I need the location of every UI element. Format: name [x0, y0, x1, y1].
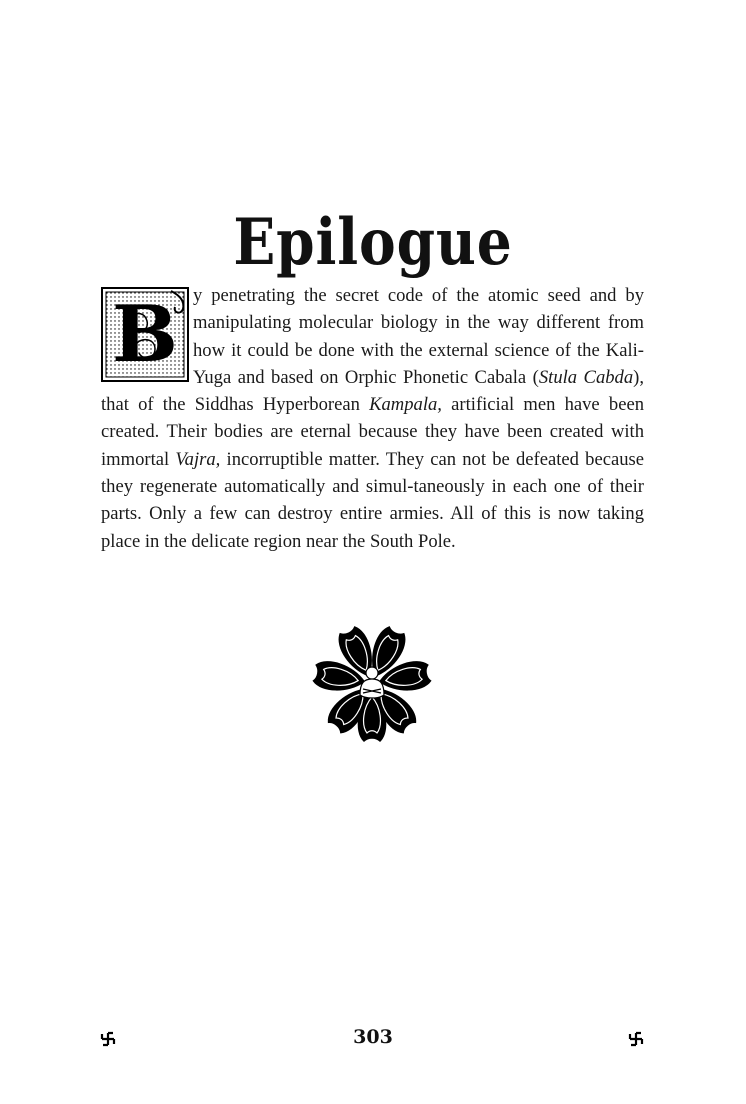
paragraph-italic-1: Stula Cabda — [538, 366, 634, 388]
dropcap-letter: B — [112, 289, 178, 380]
swastika-icon — [628, 1031, 644, 1047]
epilogue-paragraph — [101, 282, 644, 555]
paragraph-italic-3: Vajra, — [175, 448, 221, 470]
chapter-title: Epilogue — [233, 204, 513, 280]
paragraph-text-3: artificial men have been created. Their bodies are eternal because they have been created with immortal — [101, 394, 644, 470]
page-number: 303 — [353, 1026, 393, 1048]
paragraph-text-1: y penetrating the secret code of the atomic seed and by manipulating molecular biology in the way different from how it could be done with the external science of the Kali-Yuga and based on Orphic Phonetic Cabala ( — [193, 285, 644, 388]
paragraph-text-2: ), that of the Siddhas Hyperborean — [101, 366, 644, 416]
illuminated-dropcap — [101, 287, 189, 382]
dropcap-frame-icon — [101, 287, 189, 382]
lotus-buddha-emblem-icon — [304, 623, 440, 743]
paragraph-text-4: incorruptible matter. They can not be defeated because they regenerate automatically and simul-taneously in each one of their parts. Only a few can destroy entire armies. All of this is now taking place in the delicate region near the South Pole. — [101, 448, 644, 552]
paragraph-italic-2: Kampala, — [369, 394, 442, 416]
